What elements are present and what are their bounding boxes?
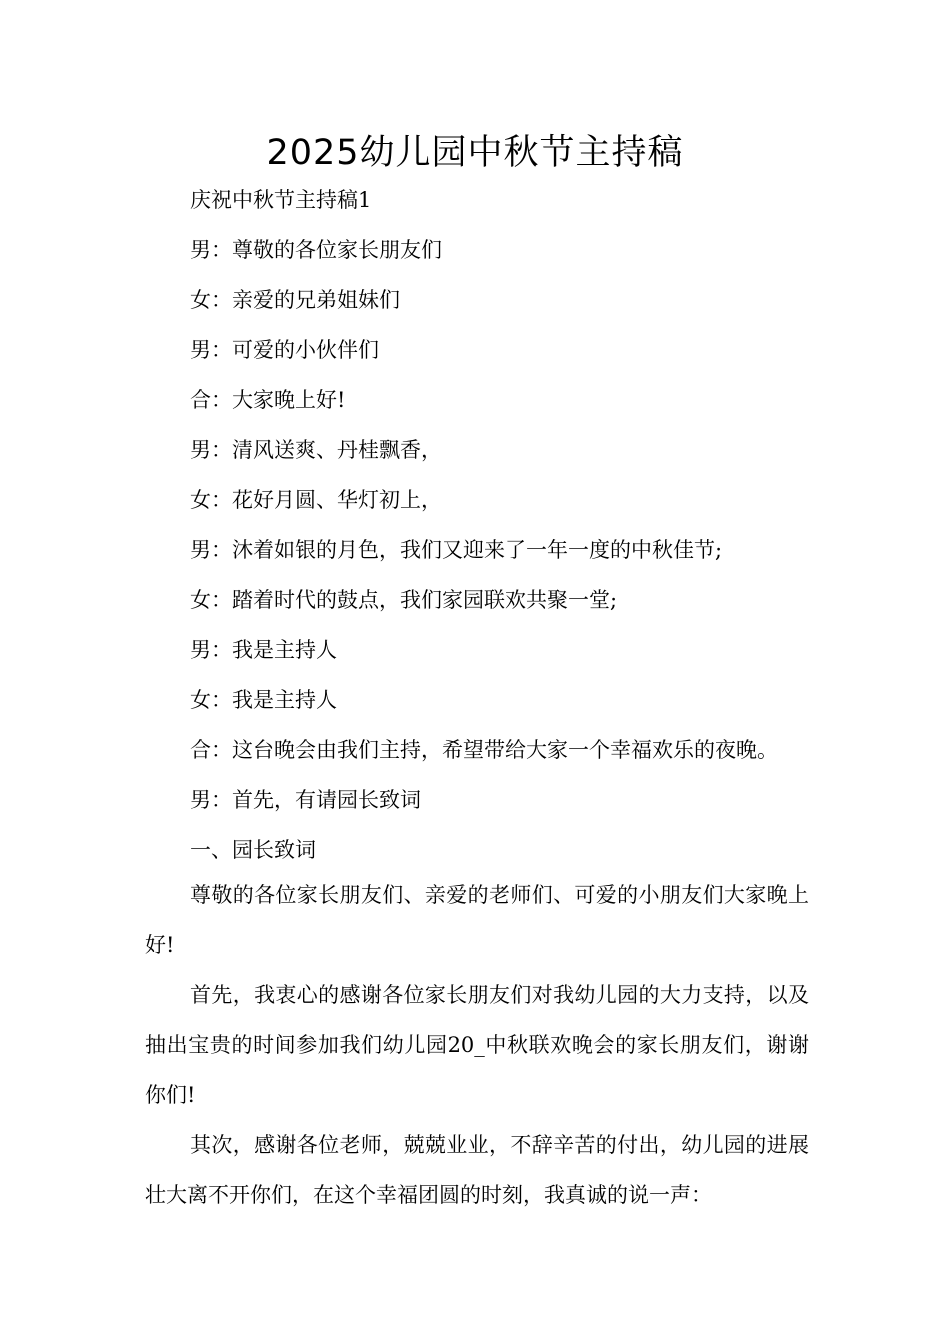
dialogue-line: 女：花好月圆、华灯初上， — [190, 488, 442, 512]
body-paragraph: 尊敬的各位家长朋友们、亲爱的老师们、可爱的小朋友们大家晚上好! — [145, 883, 809, 957]
dialogue-line: 女：亲爱的兄弟姐妹们 — [190, 288, 400, 312]
dialogue-line: 男：首先，有请园长致词 — [190, 788, 421, 812]
dialogue-line: 男：清风送爽、丹桂飘香， — [190, 438, 442, 462]
section-heading: 庆祝中秋节主持稿1 — [190, 188, 372, 212]
dialogue-line: 合：大家晚上好! — [190, 388, 346, 412]
dialogue-line: 男：沐着如银的月色，我们又迎来了一年一度的中秋佳节; — [190, 538, 723, 562]
document-title: 2025幼儿园中秋节主持稿 — [266, 133, 684, 173]
dialogue-line: 男：我是主持人 — [190, 638, 337, 662]
dialogue-line: 男：尊敬的各位家长朋友们 — [190, 238, 442, 262]
body-paragraph: 其次，感谢各位老师，兢兢业业，不辞辛苦的付出，幼儿园的进展壮大离不开你们，在这个幸福团圆的时刻，我真诚的说一声： — [145, 1133, 809, 1207]
dialogue-line: 女：踏着时代的鼓点，我们家园联欢共聚一堂; — [190, 588, 618, 612]
dialogue-line: 男：可爱的小伙伴们 — [190, 338, 379, 362]
section-heading: 一、园长致词 — [190, 838, 316, 862]
dialogue-line: 女：我是主持人 — [190, 688, 337, 712]
dialogue-line: 合：这台晚会由我们主持，希望带给大家一个幸福欢乐的夜晚。 — [190, 738, 778, 762]
body-paragraph: 首先，我衷心的感谢各位家长朋友们对我幼儿园的大力支持，以及抽出宝贵的时间参加我们幼儿园20_中秋联欢晚会的家长朋友们，谢谢你们! — [145, 983, 809, 1107]
